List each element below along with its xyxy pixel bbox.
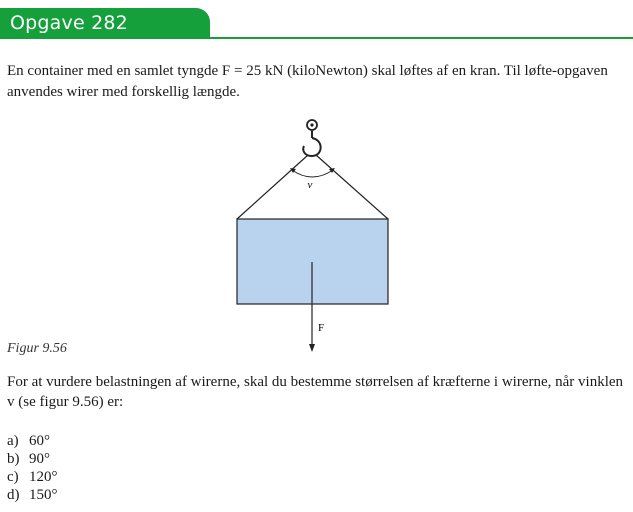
intro-text: En container med en samlet tyngde F = 25 kN (kiloNewton) skal løftes af en kran. Til løfte-opgaven anvendes wirer med forskellig længde. — [7, 63, 608, 100]
force-arrowhead — [309, 344, 315, 352]
figure-caption: Figur 9.56 — [7, 341, 67, 356]
force-label: F — [318, 322, 325, 334]
answer-item — [7, 486, 58, 504]
left-wire — [237, 155, 308, 219]
answer-item — [7, 450, 58, 468]
header-bar — [0, 8, 210, 38]
angle-label: v — [307, 179, 313, 191]
answer-value: 60° — [29, 433, 50, 449]
angle-arc — [292, 170, 333, 177]
answer-value: 150° — [29, 487, 58, 503]
answer-label: c) — [7, 469, 19, 485]
answer-label: b) — [7, 451, 20, 467]
page-title: Opgave 282 — [10, 12, 128, 34]
answer-value: 120° — [29, 469, 58, 485]
right-wire — [316, 155, 388, 219]
crane-hook-icon — [303, 120, 320, 156]
answer-label: d) — [7, 487, 20, 503]
answer-list — [7, 432, 58, 504]
answer-value: 90° — [29, 451, 50, 467]
answer-item — [7, 432, 58, 450]
question-text: For at vurdere belastningen af wirerne, skal du bestemme størrelsen af kræfterne i wirerne, når vinklen v (se figur 9.56) er: — [7, 374, 624, 410]
answer-item — [7, 468, 58, 486]
answer-label: a) — [7, 433, 19, 449]
crane-figure — [200, 112, 420, 362]
header-divider — [0, 37, 633, 39]
